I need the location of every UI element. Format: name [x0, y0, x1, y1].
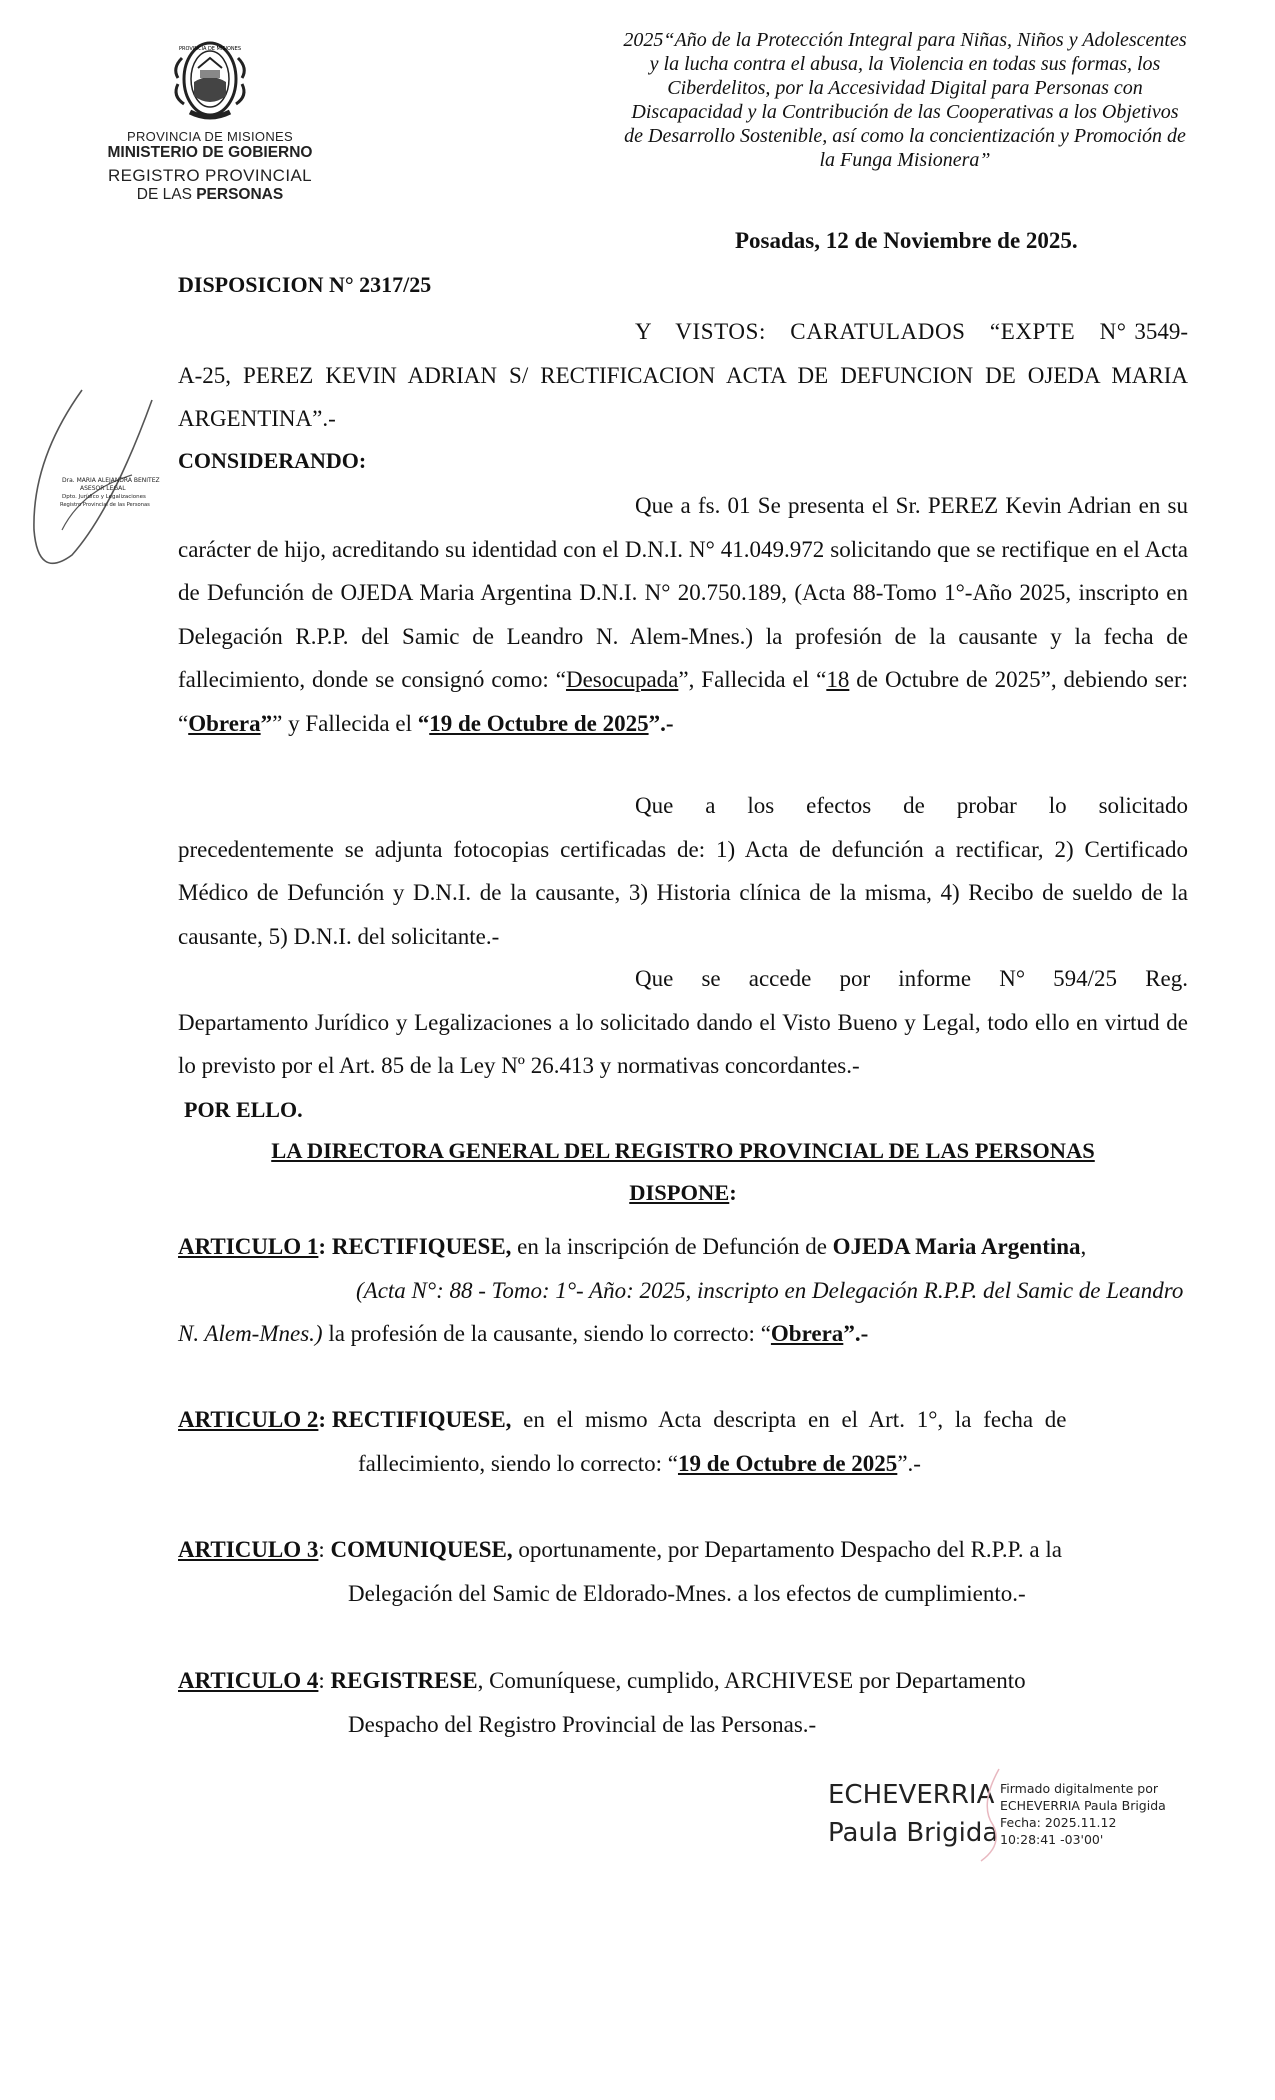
- article-1-text2: la profesión de la causante, siendo lo correcto: “: [322, 1321, 771, 1346]
- stamp-line-1: Dra. MARIA ALEJANDRA BENITEZ: [62, 477, 160, 484]
- article-3-text1: oportunamente, por Departamento Despacho del R.P.P. a la: [512, 1537, 1062, 1562]
- article-1-comma: ,: [1080, 1234, 1087, 1259]
- org-registry: REGISTRO PROVINCIAL: [107, 166, 313, 185]
- p3-lead: Que se accede por informe N° 594/25 Reg.: [635, 966, 1188, 991]
- signature-meta-2: ECHEVERRIA Paula Brigida: [1000, 1798, 1166, 1813]
- p1-lead: Que a fs. 01 Se presenta el Sr. PEREZ Kevin Adrian: [635, 493, 1132, 518]
- vistos-lead: Y VISTOS: CARATULADOS “EXPTE N°: [635, 319, 1127, 344]
- dispone-word: DISPONE: [629, 1180, 730, 1205]
- stamp-line-2: ASESOR LEGAL: [80, 485, 126, 492]
- legal-advisor-stamp: [22, 380, 172, 580]
- p1-obrera: Obrera: [188, 710, 261, 736]
- article-2-text2: fallecimiento, siendo lo correcto: “: [358, 1450, 678, 1476]
- article-1-name: OJEDA Maria Argentina: [832, 1234, 1081, 1259]
- considerando-paragraph-2: [178, 784, 1188, 958]
- date-line: Posadas, 12 de Noviembre de 2025.: [735, 228, 1078, 253]
- article-1-verb: RECTIFIQUESE,: [331, 1234, 512, 1259]
- provincial-seal-logo: [168, 38, 252, 120]
- article-3-text2: Delegación del Samic de Eldorado-Mnes. a los efectos de cumplimiento.-: [348, 1580, 1026, 1606]
- article-3: [178, 1528, 1188, 1615]
- article-2-value: 19 de Octubre de 2025: [677, 1450, 898, 1476]
- article-1-colon: :: [318, 1234, 327, 1259]
- digital-signature-name: [828, 1776, 998, 1852]
- signature-meta-4: 10:28:41 -03'00': [1000, 1832, 1104, 1847]
- p3-body: Departamento Jurídico y Legalizaciones a lo solicitado dando el Visto Bueno y Legal, todo ello en virtud de lo previsto por el Art. 85 de la Ley Nº 26.413 y normativas concordantes.-: [178, 1009, 1188, 1078]
- p1-quote-close: ”: [260, 710, 273, 736]
- article-4-label: ARTICULO 4: [178, 1668, 319, 1693]
- article-3-colon: :: [318, 1537, 325, 1562]
- article-1: [178, 1225, 1188, 1356]
- article-3-verb: COMUNIQUESE,: [330, 1537, 513, 1562]
- p2-lead: Que a los efectos de probar lo solicitado: [635, 793, 1188, 818]
- org-registry-people-a: DE LAS: [136, 186, 197, 203]
- article-4-verb: REGISTRESE: [330, 1668, 478, 1693]
- dispone-heading: [178, 1180, 1188, 1206]
- p1-end: ”.-: [648, 710, 674, 736]
- signature-name-2: Paula Brigida: [828, 1818, 999, 1848]
- article-1-text1: en la inscripción de Defunción de: [511, 1234, 833, 1259]
- article-2-label: ARTICULO 2: [178, 1407, 319, 1432]
- article-2: [178, 1398, 1188, 1485]
- p1-new-date: 19 de Octubre de 2025: [429, 710, 649, 736]
- article-1-end: ”.-: [843, 1321, 869, 1346]
- article-4-text1: , Comuníquese, cumplido, ARCHIVESE por Departamento: [477, 1668, 1026, 1693]
- article-3-label: ARTICULO 3: [178, 1537, 319, 1562]
- signature-meta-1: Firmado digitalmente por: [1000, 1781, 1158, 1796]
- article-1-value: Obrera: [770, 1321, 844, 1346]
- p1-mid3: ” y Fallecida el: [272, 710, 418, 736]
- article-2-end: ”.-: [897, 1450, 921, 1476]
- digital-signature-meta: [1000, 1780, 1166, 1848]
- vistos-paragraph: [178, 310, 1188, 441]
- article-2-colon: :: [318, 1407, 327, 1432]
- vistos-rest: 3549-A-25, PEREZ KEVIN ADRIAN S/ RECTIFICACION ACTA DE DEFUNCION DE OJEDA MARIA ARGENTINA”.-: [178, 319, 1188, 431]
- year-motto: 2025“Año de la Protección Integral para Niñas, Niños y Adolescentes y la lucha contra el abusa, la Violencia en todas sus formas, los Ciberdelitos, por la Accesividad Digital para Personas con Discapacidad y la Contribución de las Cooperativas a los Objetivos de Desarrollo Sostenible, así como la concientización y Promoción de la Funga Misionera”: [623, 29, 1187, 171]
- article-1-label: ARTICULO 1: [178, 1234, 319, 1259]
- seal-lettering: PROVINCIA DE MISIONES: [179, 46, 241, 52]
- stamp-line-4: Registro Provincial de las Personas: [60, 502, 150, 508]
- p1-desocupada: Desocupada: [565, 667, 679, 692]
- p1-mid2: de Octubre de 2025”, debiendo ser: “: [178, 667, 1189, 736]
- p1-day18: 18: [826, 667, 850, 692]
- p1-mid1: ”, Fallecida el “: [678, 667, 827, 692]
- org-province: PROVINCIA DE MISIONES: [127, 129, 293, 144]
- p1-quote-open: “: [417, 710, 430, 736]
- article-2-verb: RECTIFIQUESE,: [331, 1407, 512, 1432]
- article-1-italic: (Acta N°: 88 - Tomo: 1°- Año: 2025, inscripto en Delegación R.P.P. del Samic de Leandro N. Alem-Mnes.): [178, 1277, 1184, 1346]
- directora-line: LA DIRECTORA GENERAL DEL REGISTRO PROVINCIAL DE LAS PERSONAS: [271, 1138, 1095, 1163]
- article-4: [178, 1659, 1188, 1746]
- stamp-line-3: Dpto. Jurídico y Legalizaciones: [62, 494, 146, 500]
- p2-body: precedentemente se adjunta fotocopias certificadas de: 1) Acta de defunción a rectificar, 2) Certificado Médico de Defunción y D.N.I. de la causante, 3) Historia clínica de la misma, 4) Recibo de sueldo de la causante, 5) D.N.I. del solicitante.-: [178, 836, 1188, 949]
- p1-body: en su carácter de hijo, acreditando su identidad con el D.N.I. N° 41.049.972 solicitando que se rectifique en el Acta de Defunción de OJEDA Maria Argentina D.N.I. N° 20.750.189, (Acta 88-Tomo 1°-Año 2025, inscripto en Delegación R.P.P. del Samic de Leandro N. Alem-Mnes.) la profesión de la causante y la fecha de fallecimiento, donde se consignó como: “: [178, 493, 1188, 692]
- org-registry-people-b: PERSONAS: [196, 186, 284, 203]
- disposition-number: DISPOSICION N° 2317/25: [178, 272, 432, 297]
- article-4-colon: :: [318, 1668, 325, 1693]
- por-ello: POR ELLO.: [184, 1097, 303, 1122]
- organization-header: [85, 38, 335, 204]
- signature-name-1: ECHEVERRIA: [828, 1780, 995, 1810]
- considerando-title: CONSIDERANDO:: [178, 448, 367, 473]
- considerando-paragraph-3: [178, 957, 1188, 1088]
- signature-meta-3: Fecha: 2025.11.12: [1000, 1815, 1117, 1830]
- org-ministry: MINISTERIO DE GOBIERNO: [107, 144, 313, 161]
- org-registry-people: [85, 186, 335, 204]
- article-2-text1: en el mismo Acta descripta en el Art. 1°, la fecha de: [511, 1407, 1067, 1432]
- article-4-text2: Despacho del Registro Provincial de las Personas.-: [348, 1711, 817, 1737]
- dispone-colon: :: [729, 1180, 737, 1205]
- considerando-paragraph-1: [178, 484, 1188, 745]
